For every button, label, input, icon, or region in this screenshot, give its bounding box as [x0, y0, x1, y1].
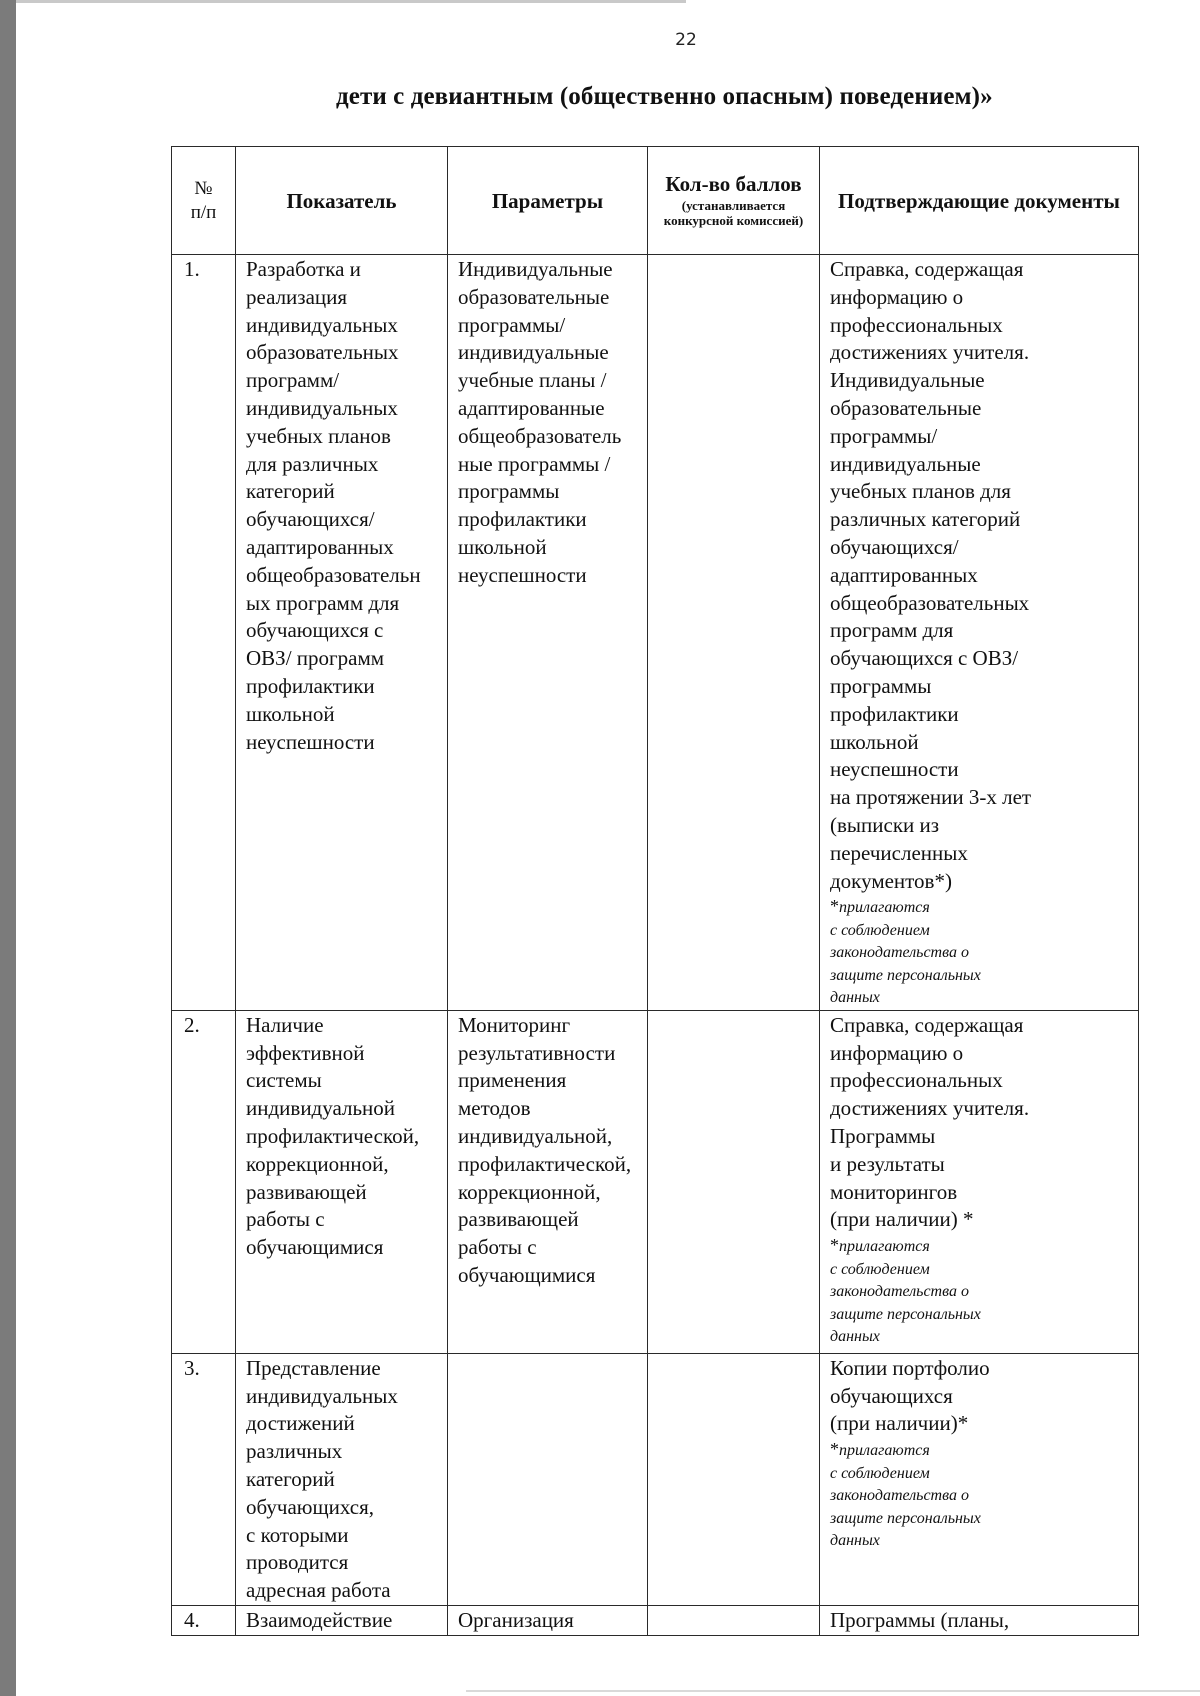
row-number: 1. [184, 257, 200, 281]
indicator-cell [236, 1010, 448, 1353]
page-title: дети с девиантным (общественно опасным) поведением)» [336, 83, 993, 110]
note-asterisk: * [830, 896, 839, 917]
indicator-cell [236, 1353, 448, 1605]
parameters-cell [448, 255, 648, 1011]
indicator-cell [236, 255, 448, 1011]
documents-cell [820, 1606, 1139, 1636]
score-cell [648, 1606, 820, 1636]
documents-cell [820, 255, 1139, 1011]
row-number: 2. [184, 1012, 200, 1037]
header-score [648, 147, 820, 255]
table-row [172, 1606, 1139, 1636]
documents-text: Программы (планы, [830, 1608, 1010, 1632]
criteria-table [171, 146, 1139, 1636]
privacy-note-text: прилагаются с соблюдением законодательства о защите персональных данных [830, 1442, 981, 1550]
parameters-text [448, 1354, 647, 1355]
documents-cell [820, 1353, 1139, 1605]
row-number-cell [172, 255, 236, 1011]
privacy-note-text: прилагаются с соблюдением законодательства о защите персональных данных [830, 899, 981, 1007]
header-indicator: Показатель [236, 147, 448, 255]
indicator-cell [236, 1606, 448, 1636]
header-parameters: Параметры [448, 147, 648, 255]
indicator-text: Разработка и реализация индивидуальных образовательных программ/ индивидуальных учебных планов для различных категорий обучающихся/ адаптированных общеобразовательн ых программ для обучающихся с ОВЗ/ программ профилактики школьной неуспешности [246, 257, 421, 754]
privacy-note [820, 1234, 1138, 1349]
scan-edge [16, 0, 686, 3]
documents-text: Справка, содержащая информацию о профессиональных достижениях учителя. Программы и результаты мониторингов (при наличии) * [830, 1012, 1030, 1232]
row-number-cell [172, 1353, 236, 1605]
header-score-note: (устанавливается конкурсной комиссией) [663, 198, 804, 228]
table-row [172, 255, 1139, 1011]
scan-edge-bottom [466, 1690, 1200, 1692]
indicator-text: Наличие эффективной системы индивидуальной профилактической, коррекционной, развивающей работы с обучающимися [246, 1012, 420, 1260]
row-number: 3. [184, 1355, 200, 1380]
parameters-text: Организация [458, 1608, 574, 1632]
table-row [172, 1353, 1139, 1605]
header-number-abbr: п/п [190, 201, 217, 223]
score-value [648, 255, 819, 256]
documents-cell [820, 1010, 1139, 1353]
score-value [648, 1011, 819, 1012]
indicator-text: Представление индивидуальных достижений различных категорий обучающихся, с которыми проводится адресная работа [246, 1355, 398, 1603]
score-cell [648, 255, 820, 1011]
table-row [172, 1010, 1139, 1353]
note-asterisk: * [830, 1235, 839, 1256]
note-asterisk: * [830, 1439, 839, 1460]
row-number-cell [172, 1606, 236, 1636]
parameters-text: Индивидуальные образовательные программы/ индивидуальные учебные планы / адаптированные общеобразователь ные программы / программы профилактики школьной неуспешности [458, 257, 622, 587]
page-number: 22 [675, 30, 697, 50]
indicator-text: Взаимодействие [246, 1608, 393, 1632]
privacy-note [820, 895, 1138, 1010]
score-cell [648, 1353, 820, 1605]
score-value [648, 1354, 819, 1355]
documents-text: Справка, содержащая информацию о профессиональных достижениях учителя. Индивидуальные образовательные программы/ индивидуальные учебных планов для различных категорий обучающихся/ адаптированных общеобразовательных программ для обучающихся с ОВЗ/ программы профилактики школьной неуспешности на протяжении 3-х лет (выписки из перечисленных документов*) [830, 257, 1032, 893]
header-documents: Подтверждающие документы [820, 147, 1139, 255]
parameters-cell [448, 1353, 648, 1605]
privacy-note-text: прилагаются с соблюдением законодательства о защите персональных данных [830, 1238, 981, 1346]
score-cell [648, 1010, 820, 1353]
parameters-cell [448, 1010, 648, 1353]
table-header-row [172, 147, 1139, 255]
header-number-symbol: № [194, 177, 213, 199]
score-value [648, 1606, 819, 1607]
header-score-label: Кол-во баллов [665, 172, 802, 196]
privacy-note [820, 1438, 1138, 1553]
header-number [172, 147, 236, 255]
parameters-text: Мониторинг результативности применения методов индивидуальной, профилактической, коррекционной, развивающей работы с обучающимися [458, 1012, 632, 1287]
row-number-cell [172, 1010, 236, 1353]
documents-text: Копии портфолио обучающихся (при наличии)* [830, 1355, 990, 1436]
parameters-cell [448, 1606, 648, 1636]
row-number: 4. [184, 1608, 200, 1632]
